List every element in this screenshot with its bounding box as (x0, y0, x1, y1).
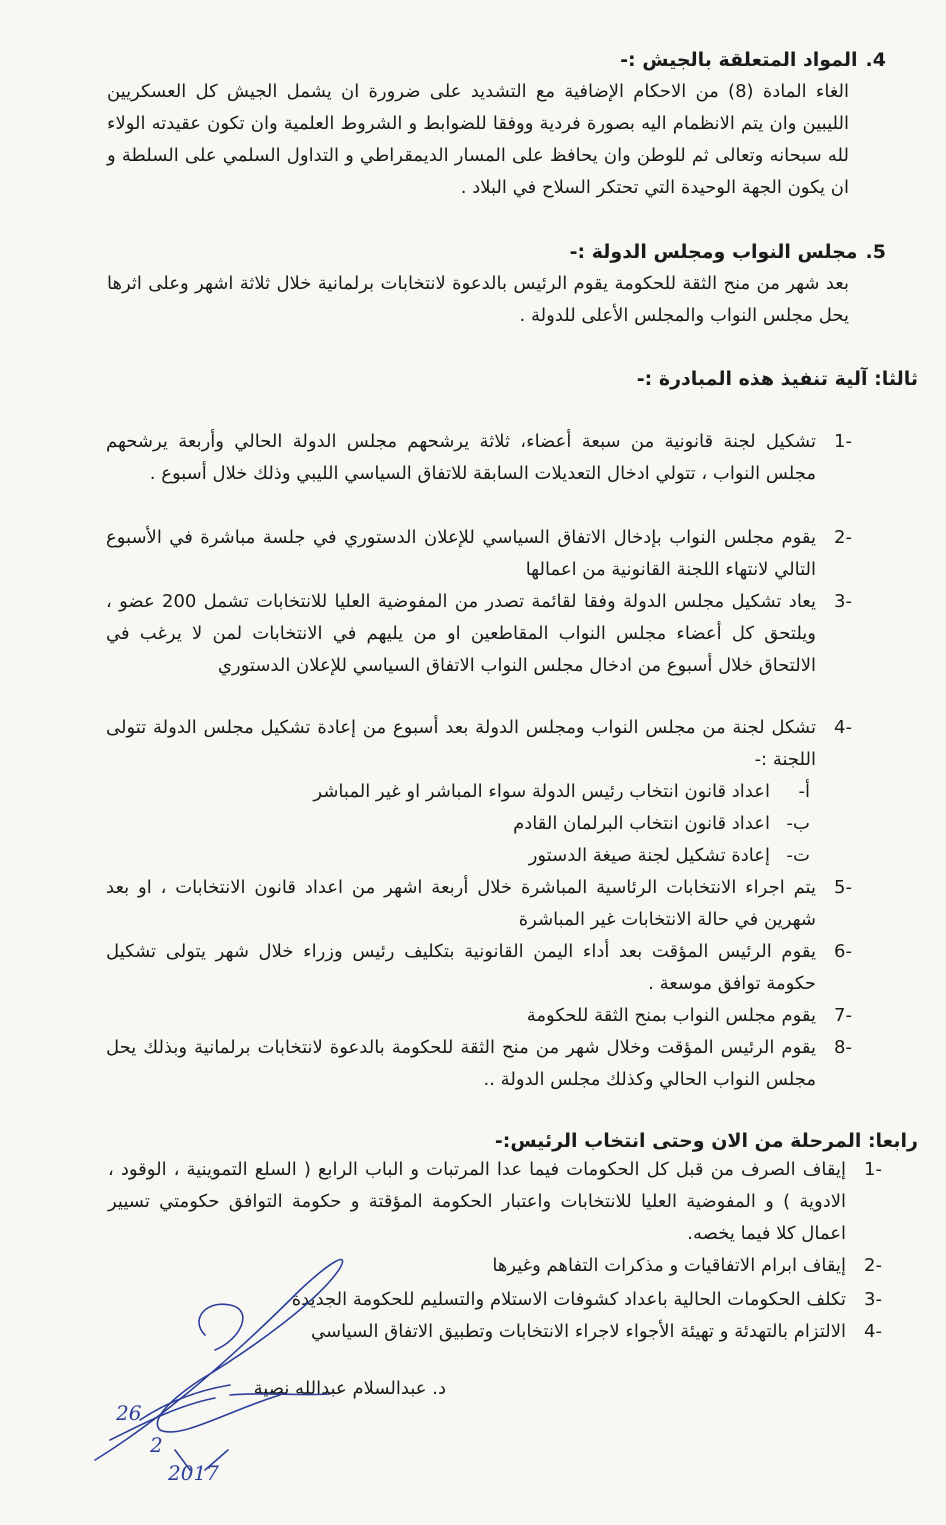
third-item-2-text: يقوم مجلس النواب بإدخال الاتفاق السياسي للإعلان الدستوري في جلسة مباشرة في الأسبوع التالي لانتهاء اللجنة القانونية من اعمالها (106, 527, 816, 580)
fourth-heading: رابعا: المرحلة من الان وحتى انتخاب الرئيس:- (494, 1130, 918, 1152)
third-item-8 (106, 1032, 852, 1096)
third-subitem-c-text: إعادة تشكيل لجنة صيغة الدستور (528, 845, 770, 866)
section-4-heading (620, 45, 886, 75)
fourth-item-4-text: الالتزام بالتهدئة و تهيئة الأجواء لاجراء الانتخابات وتطبيق الاتفاق السياسي (311, 1321, 846, 1342)
fourth-item-2 (108, 1250, 882, 1282)
third-subitem-b-text: اعداد قانون انتخاب البرلمان القادم (513, 813, 770, 834)
third-item-6-text: يقوم الرئيس المؤقت بعد أداء اليمن القانونية بتكليف رئيس وزراء خلال شهر يتولى تشكيل حكومة توافق موسعة . (106, 941, 816, 994)
third-item-1-text: تشكيل لجنة قانونية من سبعة أعضاء، ثلاثة يرشحهم مجلس الدولة الحالي وأربعة يرشحهم مجلس النواب ، تتولي ادخال التعديلات السابقة للاتفاق السياسي الليبي وذلك خلال أسبوع . (106, 431, 816, 484)
signature-year: 2017 (168, 1461, 219, 1485)
third-subitem-b (513, 808, 810, 840)
fourth-item-2-number: -2 (864, 1255, 882, 1276)
third-subitem-c (529, 840, 810, 872)
third-item-3-number: -3 (834, 591, 852, 612)
third-item-8-text: يقوم الرئيس المؤقت وخلال شهر من منح الثقة للحكومة بالدعوة لانتخابات برلمانية وبذلك يحل مجلس النواب الحالي وكذلك مجلس الدولة .. (106, 1037, 816, 1090)
third-subitem-b-label: ب- (786, 813, 810, 834)
third-item-1-number: -1 (834, 431, 852, 452)
fourth-item-1-number: -1 (864, 1159, 882, 1180)
third-item-7-number: -7 (834, 1005, 852, 1026)
third-item-3-text: يعاد تشكيل مجلس الدولة وفقا لقائمة تصدر من المفوضية العليا للانتخابات تشمل 200 عضو ، ويلتحق كل أعضاء مجلس النواب المقاطعين او من يليهم في الانتخابات لمن لا يرغب في الالتحاق خلال أسبوع من ادخال مجلس النواب الاتفاق السياسي للإعلان الدستوري (106, 591, 816, 676)
signatory-name: د. عبدالسلام عبدالله نصية (253, 1378, 446, 1399)
third-item-2 (106, 522, 852, 586)
third-subitem-c-label: ت- (786, 845, 810, 866)
section-4-body: الغاء المادة (8) من الاحكام الإضافية مع التشديد على ضرورة ان يشمل الجيش كل العسكريين الليبين وان يتم الانظمام اليه بصورة فردية ووفقا للضوابط و الشروط العلمية وان تكون عقيدته الولاء لله سبحانه وتعالى ثم للوطن وان يحافظ على المسار الديمقراطي و التداول السلمي على السلطة و ان يكون الجهة الوحيدة التي تحتكر السلاح في البلاد . (107, 81, 849, 198)
third-item-6 (106, 936, 852, 1000)
third-item-5-text: يتم اجراء الانتخابات الرئاسية المباشرة خلال أربعة اشهر من اعداد قانون الانتخابات ، او بعد شهرين في حالة الانتخابات غير المباشرة (106, 877, 816, 930)
signature-day: 26 (116, 1401, 142, 1425)
third-item-2-number: -2 (834, 527, 852, 548)
fourth-item-2-text: إيقاف ابرام الاتفاقيات و مذكرات التفاهم وغيرها (492, 1255, 846, 1276)
signature-month: 2 (150, 1433, 163, 1457)
section-4-title: المواد المتعلقة بالجيش :- (620, 49, 858, 71)
third-item-4-number: -4 (834, 717, 852, 738)
third-item-5 (106, 872, 852, 936)
section-5-title: مجلس النواب ومجلس الدولة :- (569, 241, 858, 263)
third-item-7 (106, 1000, 852, 1032)
third-item-7-text: يقوم مجلس النواب بمنح الثقة للحكومة (526, 1005, 816, 1026)
fourth-item-4-number: -4 (864, 1321, 882, 1342)
fourth-item-1-text: إيقاف الصرف من قبل كل الحكومات فيما عدا المرتبات و الباب الرابع ( السلع التموينية ، الوقود ، الادوية ) و المفوضية العليا للانتخابات واعتبار الحكومة المؤقتة و حكومة التوافق حكومتي تسيير اعمال كلا فيما يخصه. (108, 1159, 846, 1244)
third-item-4 (106, 712, 852, 776)
fourth-item-1 (108, 1154, 882, 1250)
third-subitem-a (313, 776, 810, 808)
third-item-4-text: تشكل لجنة من مجلس النواب ومجلس الدولة بعد أسبوع من إعادة تشكيل مجلس الدولة تتولى اللجنة :- (106, 717, 816, 770)
third-heading: ثالثا: آلية تنفيذ هذه المبادرة :- (636, 368, 918, 390)
fourth-item-4 (108, 1316, 882, 1348)
section-5-body: بعد شهر من منح الثقة للحكومة يقوم الرئيس بالدعوة لانتخابات برلمانية خلال ثلاثة اشهر وعلى اثرها يحل مجلس النواب والمجلس الأعلى للدولة . (107, 273, 849, 326)
fourth-item-3 (108, 1284, 882, 1316)
fourth-item-3-number: -3 (864, 1289, 882, 1310)
section-4-number: 4. (865, 49, 886, 71)
section-5-number: 5. (865, 241, 886, 263)
third-item-1 (106, 426, 852, 490)
third-subitem-a-label: أ- (798, 781, 810, 802)
fourth-item-3-text: تكلف الحكومات الحالية باعداد كشوفات الاستلام والتسليم للحكومة الجديدة (291, 1289, 846, 1310)
third-item-5-number: -5 (834, 877, 852, 898)
third-item-3 (106, 586, 852, 682)
third-item-6-number: -6 (834, 941, 852, 962)
third-subitem-a-text: اعداد قانون انتخاب رئيس الدولة سواء المباشر او غير المباشر (313, 781, 770, 802)
section-5-heading (570, 237, 886, 267)
third-item-8-number: -8 (834, 1037, 852, 1058)
